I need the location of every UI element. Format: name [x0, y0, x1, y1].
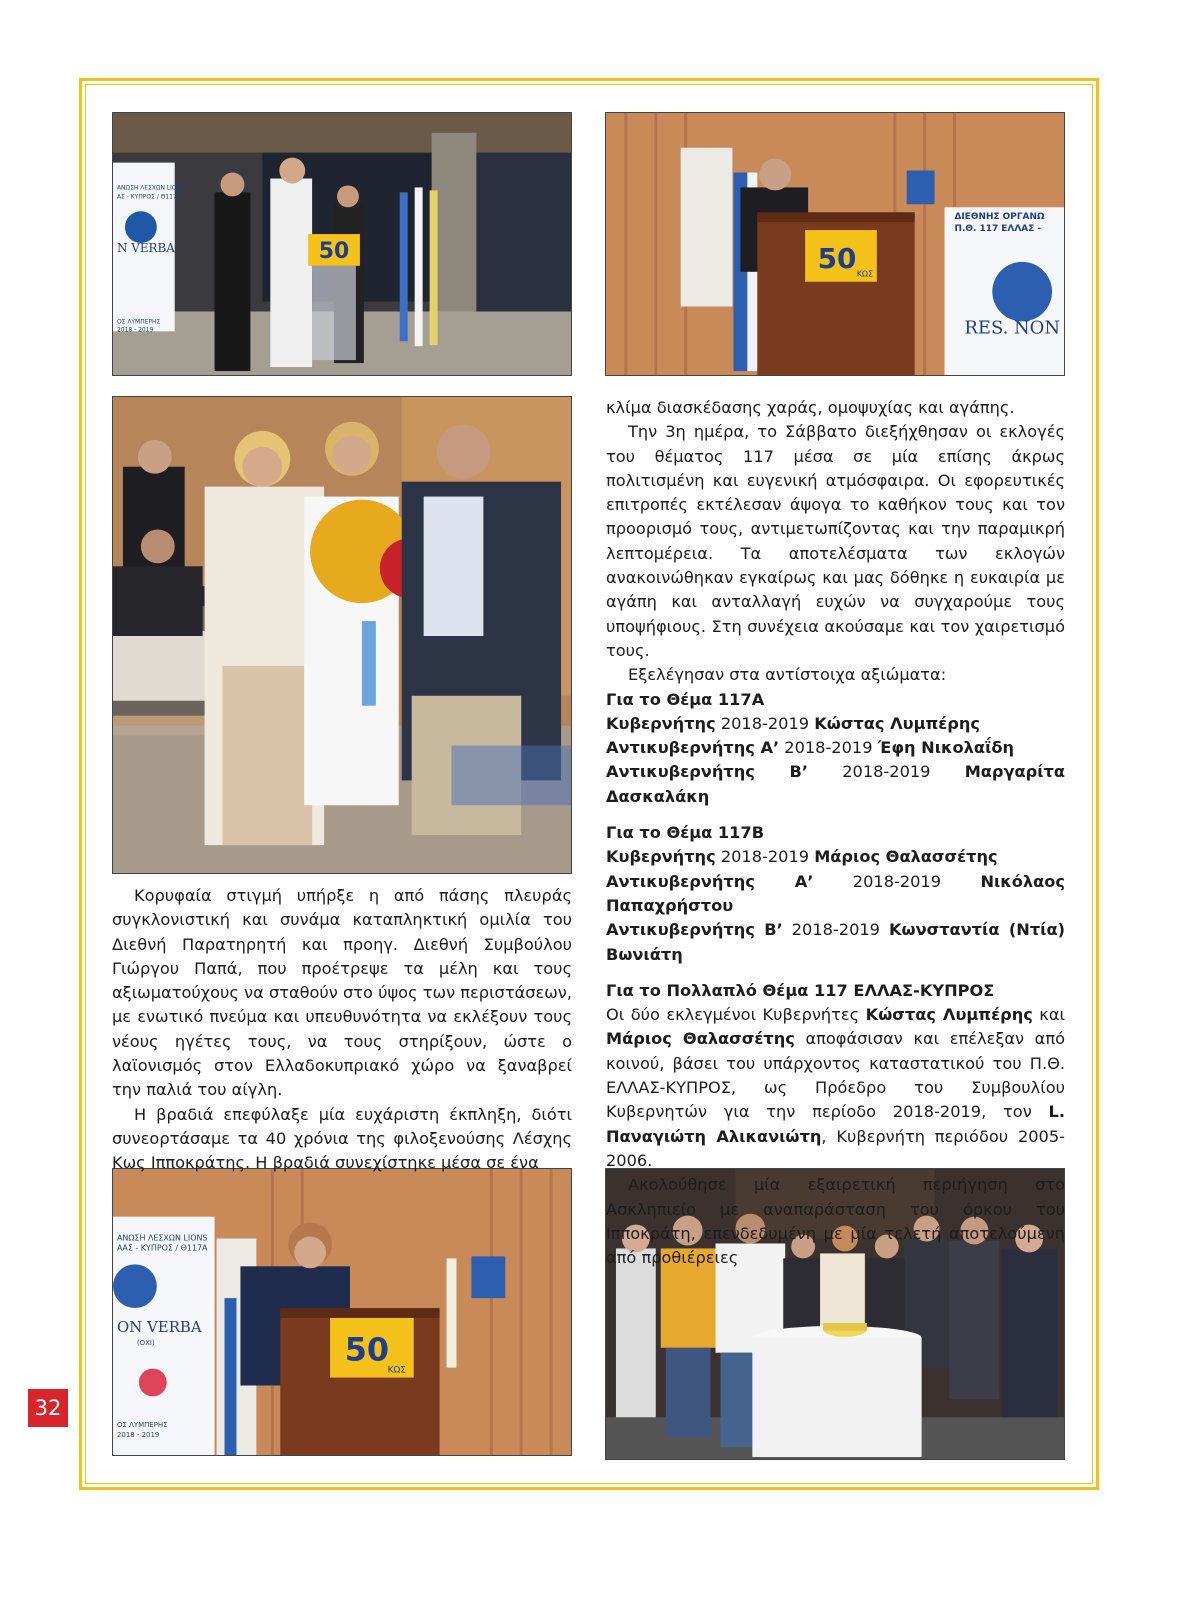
banner-line-3: ON VERBA: [116, 1317, 202, 1336]
page-number-badge: 32: [28, 1389, 68, 1427]
logo-50-text: 50: [318, 238, 350, 264]
theme-a-heading: Για το Θέμα 117Α: [606, 689, 765, 709]
paragraph-council-president: Οι δύο εκλεγμένοι Κυβερνήτες Κώστας Λυμπέρης και Μάριος Θαλασσέτης αποφάσισαν και επέλεξαν από κοινού, βάσει του υπάρχοντος καταστατικού του Π.Θ. ΕΛΛΑΣ-ΚΥΠΡΟΣ, ως Πρόεδρο του Συμβουλίου Κυβερνητών για την περίοδο 2018-2019, τον L. Παναγιώτη Αλικανιώτη, Κυβερνήτη περιόδου 2005-2006.: [606, 1005, 1065, 1170]
logo-50-text: 50: [344, 1330, 390, 1369]
theme-a-vice-a: Αντικυβερνήτης Α’ 2018-2019 Έφη Νικολαΐδη: [606, 738, 1014, 758]
banner-line-2: ΑΑΣ - ΚΥΠΡΟΣ / Θ117Α: [116, 1243, 208, 1253]
banner-line-1: ΑΝΩΣΗ ΛΕΣΧΩΝ LIONS: [116, 184, 185, 192]
left-column-text: [112, 884, 572, 1176]
banner-line-6: 2018 - 2019: [116, 1431, 160, 1440]
photo-podium-evening: [112, 112, 572, 376]
banner-line-1: ΔΙΕΘΝΗΣ ΟΡΓΑΝΩ: [954, 212, 1045, 223]
banner-line-4: (ΟΧΙ): [136, 1338, 155, 1347]
multiple-theme-heading: Για το Πολλαπλό Θέμα 117 ΕΛΛΑΣ-ΚΥΠΡΟΣ: [606, 980, 995, 1000]
paragraph-evening-surprise: Η βραδιά επεφύλαξε μία ευχάριστη έκπληξη, διότι συνεορτάσαμε τα 40 χρόνια της φιλοξενούσης Λέσχης Κως Ιπποκράτης. Η βραδιά συνεχίστηκε μέσα σε ένα: [112, 1104, 572, 1173]
banner-line-4: ΟΣ ΛΥΜΠΕΡΗΣ: [116, 318, 161, 326]
theme-a-vice-b: Αντικυβερνήτης Β’ 2018-2019 Μαργαρίτα Δασκαλάκη: [606, 762, 1065, 806]
theme-b-heading: Για το Θέμα 117Β: [606, 823, 765, 843]
logo-50-text: 50: [817, 241, 857, 275]
photo-bouquet-presentation: [112, 396, 572, 874]
photo-speaker-podium: [605, 112, 1065, 376]
banner-line-2: ΑΣ - ΚΥΠΡΟΣ / Θ117Α: [116, 193, 181, 201]
banner-line-2: Π.Θ. 117 ΕΛΛΑΣ -: [954, 224, 1042, 235]
theme-b-vice-b: Αντικυβερνήτης Β’ 2018-2019 Κωνσταντία (Ντία) Βωνιάτη: [606, 920, 1065, 964]
theme-b-governor: Κυβερνήτης 2018-2019 Μάριος Θαλασσέτης: [606, 847, 998, 867]
theme-b-vice-a: Αντικυβερνήτης Α’ 2018-2019 Νικόλαος Παπαχρήστου: [606, 871, 1065, 915]
paragraph-elected-intro: Εξελέγησαν στα αντίστοιχα αξιώματα:: [628, 665, 947, 685]
photo-woman-podium: [112, 1168, 572, 1456]
paragraph-asklepieion: Ακολούθησε μία εξαιρετική περιήγηση στο Ασκληπιείο με αναπαράσταση του όρκου του Ιπποκράτη, επενδεδυμένη με μία τελετή αποτελούμενη από προθιέρειες: [606, 1175, 1065, 1268]
logo-kos-text: ΚΩΣ: [387, 1365, 406, 1376]
logo-kos-text: ΚΩΣ: [856, 269, 874, 279]
banner-line-3: N VERBA: [116, 240, 175, 255]
banner-line-1: ΑΝΩΣΗ ΛΕΣΧΩΝ LIONS: [116, 1233, 208, 1243]
banner-line-3: RES. NON: [964, 317, 1061, 339]
theme-a-governor: Κυβερνήτης 2018-2019 Κώστας Λυμπέρης: [606, 713, 980, 733]
banner-line-5: 2018 - 2019: [116, 326, 154, 334]
right-column-text: [606, 396, 1065, 1270]
paragraph-elections: Την 3η ημέρα, το Σάββατο διεξήχθησαν οι εκλογές του θέματος 117 μέσα σε μία επίσης άκρως πολιτισμένη και ευγενική ατμόσφαιρα. Οι εφορευτικές επιτροπές εκτέλεσαν άψογα το καθήκον τους και τον προορισμό τους, αντιμετωπίζοντας και την παραμικρή λεπτομέρεια. Τα αποτελέσματα των εκλογών ανακοινώθηκαν εγκαίρως και μας δόθηκε η ευκαιρία με αγάπη και ανταλλαγή ευχών να συγχαρούμε τους υποψήφιους. Στη συνέχεια ακούσαμε και τον χαιρετισμό τους.: [606, 422, 1065, 660]
paragraph-continued: κλίμα διασκέδασης χαράς, ομοψυχίας και αγάπης.: [606, 398, 1015, 417]
paragraph-speech: Κορυφαία στιγμή υπήρξε η από πάσης πλευράς συγκλονιστική και συνάμα καταπληκτική ομιλία του Διεθνή Παρατηρητή και προηγ. Διεθνή Συμβούλου Γιώργου Παπά, που προέτρεψε τα μέλη και τους αξιωματούχους να σταθούν στο ύψος των περιστάσεων, με ενωτικό πνεύμα και υπευθυνότητα να εκλέξουν τους νέους ηγέτες τους, να τους στηρίξουν, ώστε ο λαϊονισμός στον Ελλαδοκυπριακό χώρο να ξαναβρεί την παλιά του αίγλη.: [112, 886, 572, 1100]
banner-line-5: ΟΣ ΛΥΜΠΕΡΗΣ: [116, 1421, 168, 1430]
